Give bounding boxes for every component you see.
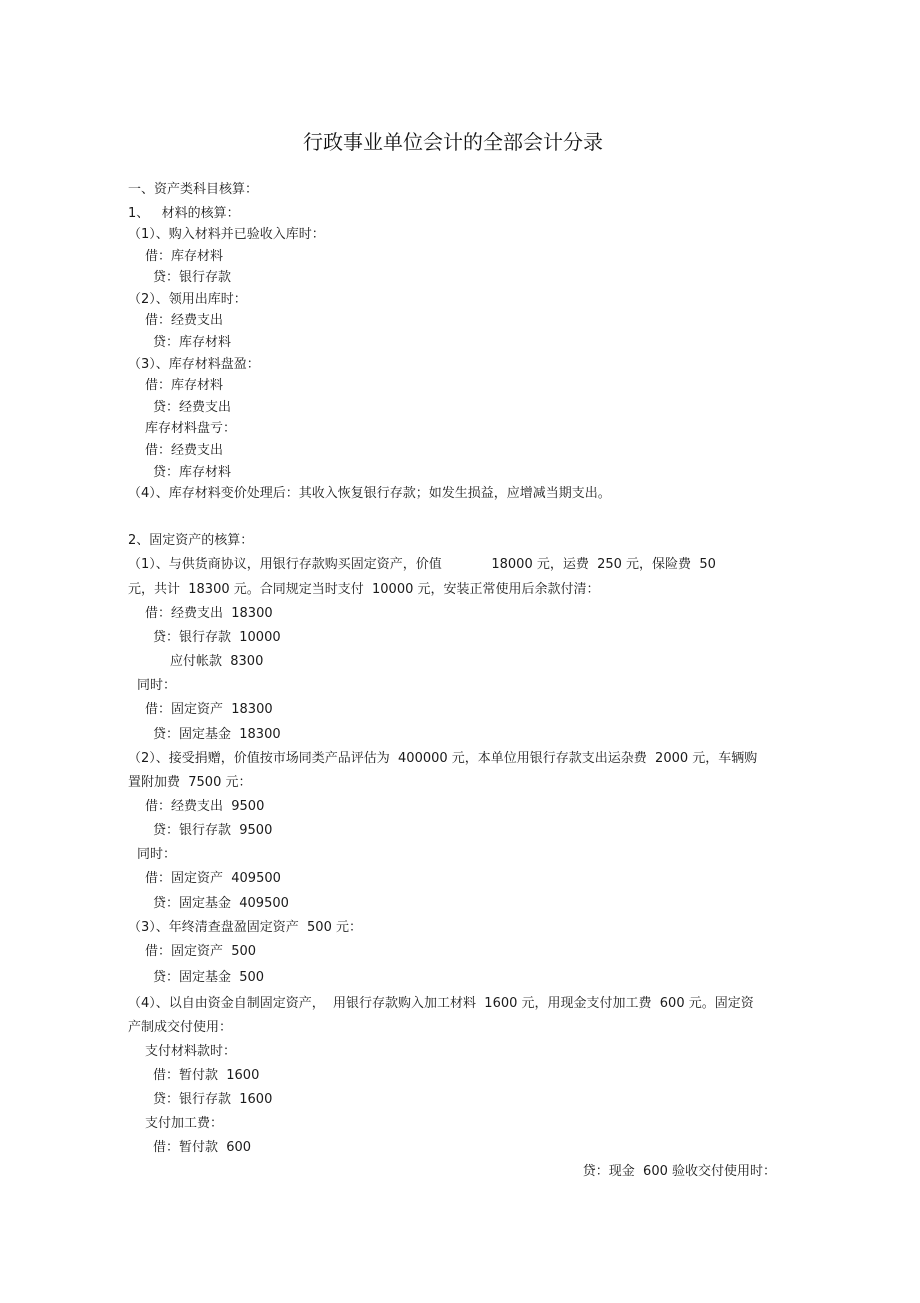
document-line: 贷：银行存款 xyxy=(153,270,232,285)
document-line: 借：库存材料 xyxy=(145,378,224,393)
document-line: （2）、接受捐赠，价值按市场同类产品评估为 400000 元，本单位用银行存款支出运杂费 2000 元，车辆购 xyxy=(128,751,758,766)
document-line: 借：暂付款 600 xyxy=(153,1140,252,1155)
document-line: 借：经费支出 xyxy=(145,313,224,328)
document-line: 贷：固定基金 18300 xyxy=(153,727,281,742)
document-line: 元，共计 18300 元。合同规定当时支付 10000 元，安装正常使用后余款付清： xyxy=(128,582,600,597)
document-line: 借：经费支出 18300 xyxy=(145,606,273,621)
document-line: （4）、库存材料变价处理后：其收入恢复银行存款；如发生损益，应增减当期支出。 xyxy=(128,486,611,501)
document-line: 贷：银行存款 1600 xyxy=(153,1092,273,1107)
document-line: 2、固定资产的核算： xyxy=(128,533,254,548)
document-line: （1）、与供货商协议，用银行存款购买固定资产，价值 18000 元，运费 250 元，保险费 50 xyxy=(128,557,716,572)
document-line: 贷：银行存款 9500 xyxy=(153,823,273,838)
document-line: 借：固定资产 409500 xyxy=(145,871,281,886)
document-line: 贷：库存材料 xyxy=(153,465,232,480)
page-title: 行政事业单位会计的全部会计分录 xyxy=(303,130,603,154)
document-line: 置附加费 7500 元： xyxy=(128,775,252,790)
document-line: 贷：经费支出 xyxy=(153,400,232,415)
document-line: 库存材料盘亏： xyxy=(145,421,237,436)
document-line: 1、 材料的核算： xyxy=(128,206,240,221)
document-line: （3）、库存材料盘盈： xyxy=(128,357,260,372)
document-line: 贷：银行存款 10000 xyxy=(153,630,281,645)
document-line: 同时： xyxy=(137,678,177,693)
document-line: 借：固定资产 500 xyxy=(145,944,257,959)
document-line: 贷：固定基金 409500 xyxy=(153,896,289,911)
document-line: 借：经费支出 9500 xyxy=(145,799,265,814)
document-line: 贷：现金 600 验收交付使用时： xyxy=(582,1164,776,1179)
document-line: 一、资产类科目核算： xyxy=(128,182,259,197)
document-line: （1）、购入材料并已验收入库时： xyxy=(128,227,325,242)
document-line: 应付帐款 8300 xyxy=(170,654,264,669)
document-line: （2）、领用出库时： xyxy=(128,292,247,307)
document-line: 同时： xyxy=(137,847,177,862)
document-line: （4）、以自由资金自制固定资产， 用银行存款购入加工材料 1600 元，用现金支付加工费 600 元。固定资 xyxy=(128,996,754,1011)
document-line: 借：暂付款 1600 xyxy=(153,1068,260,1083)
document-line: 借：经费支出 xyxy=(145,443,224,458)
document-line: 产制成交付使用： xyxy=(128,1020,233,1035)
document-line: 贷：固定基金 500 xyxy=(153,970,265,985)
document-line: 贷：库存材料 xyxy=(153,335,232,350)
document-line: 支付加工费： xyxy=(145,1116,224,1131)
document-line: 借：固定资产 18300 xyxy=(145,702,273,717)
document-line: （3）、年终清查盘盈固定资产 500 元： xyxy=(128,920,362,935)
document-line: 借：库存材料 xyxy=(145,249,224,264)
document-line: 支付材料款时： xyxy=(145,1044,237,1059)
